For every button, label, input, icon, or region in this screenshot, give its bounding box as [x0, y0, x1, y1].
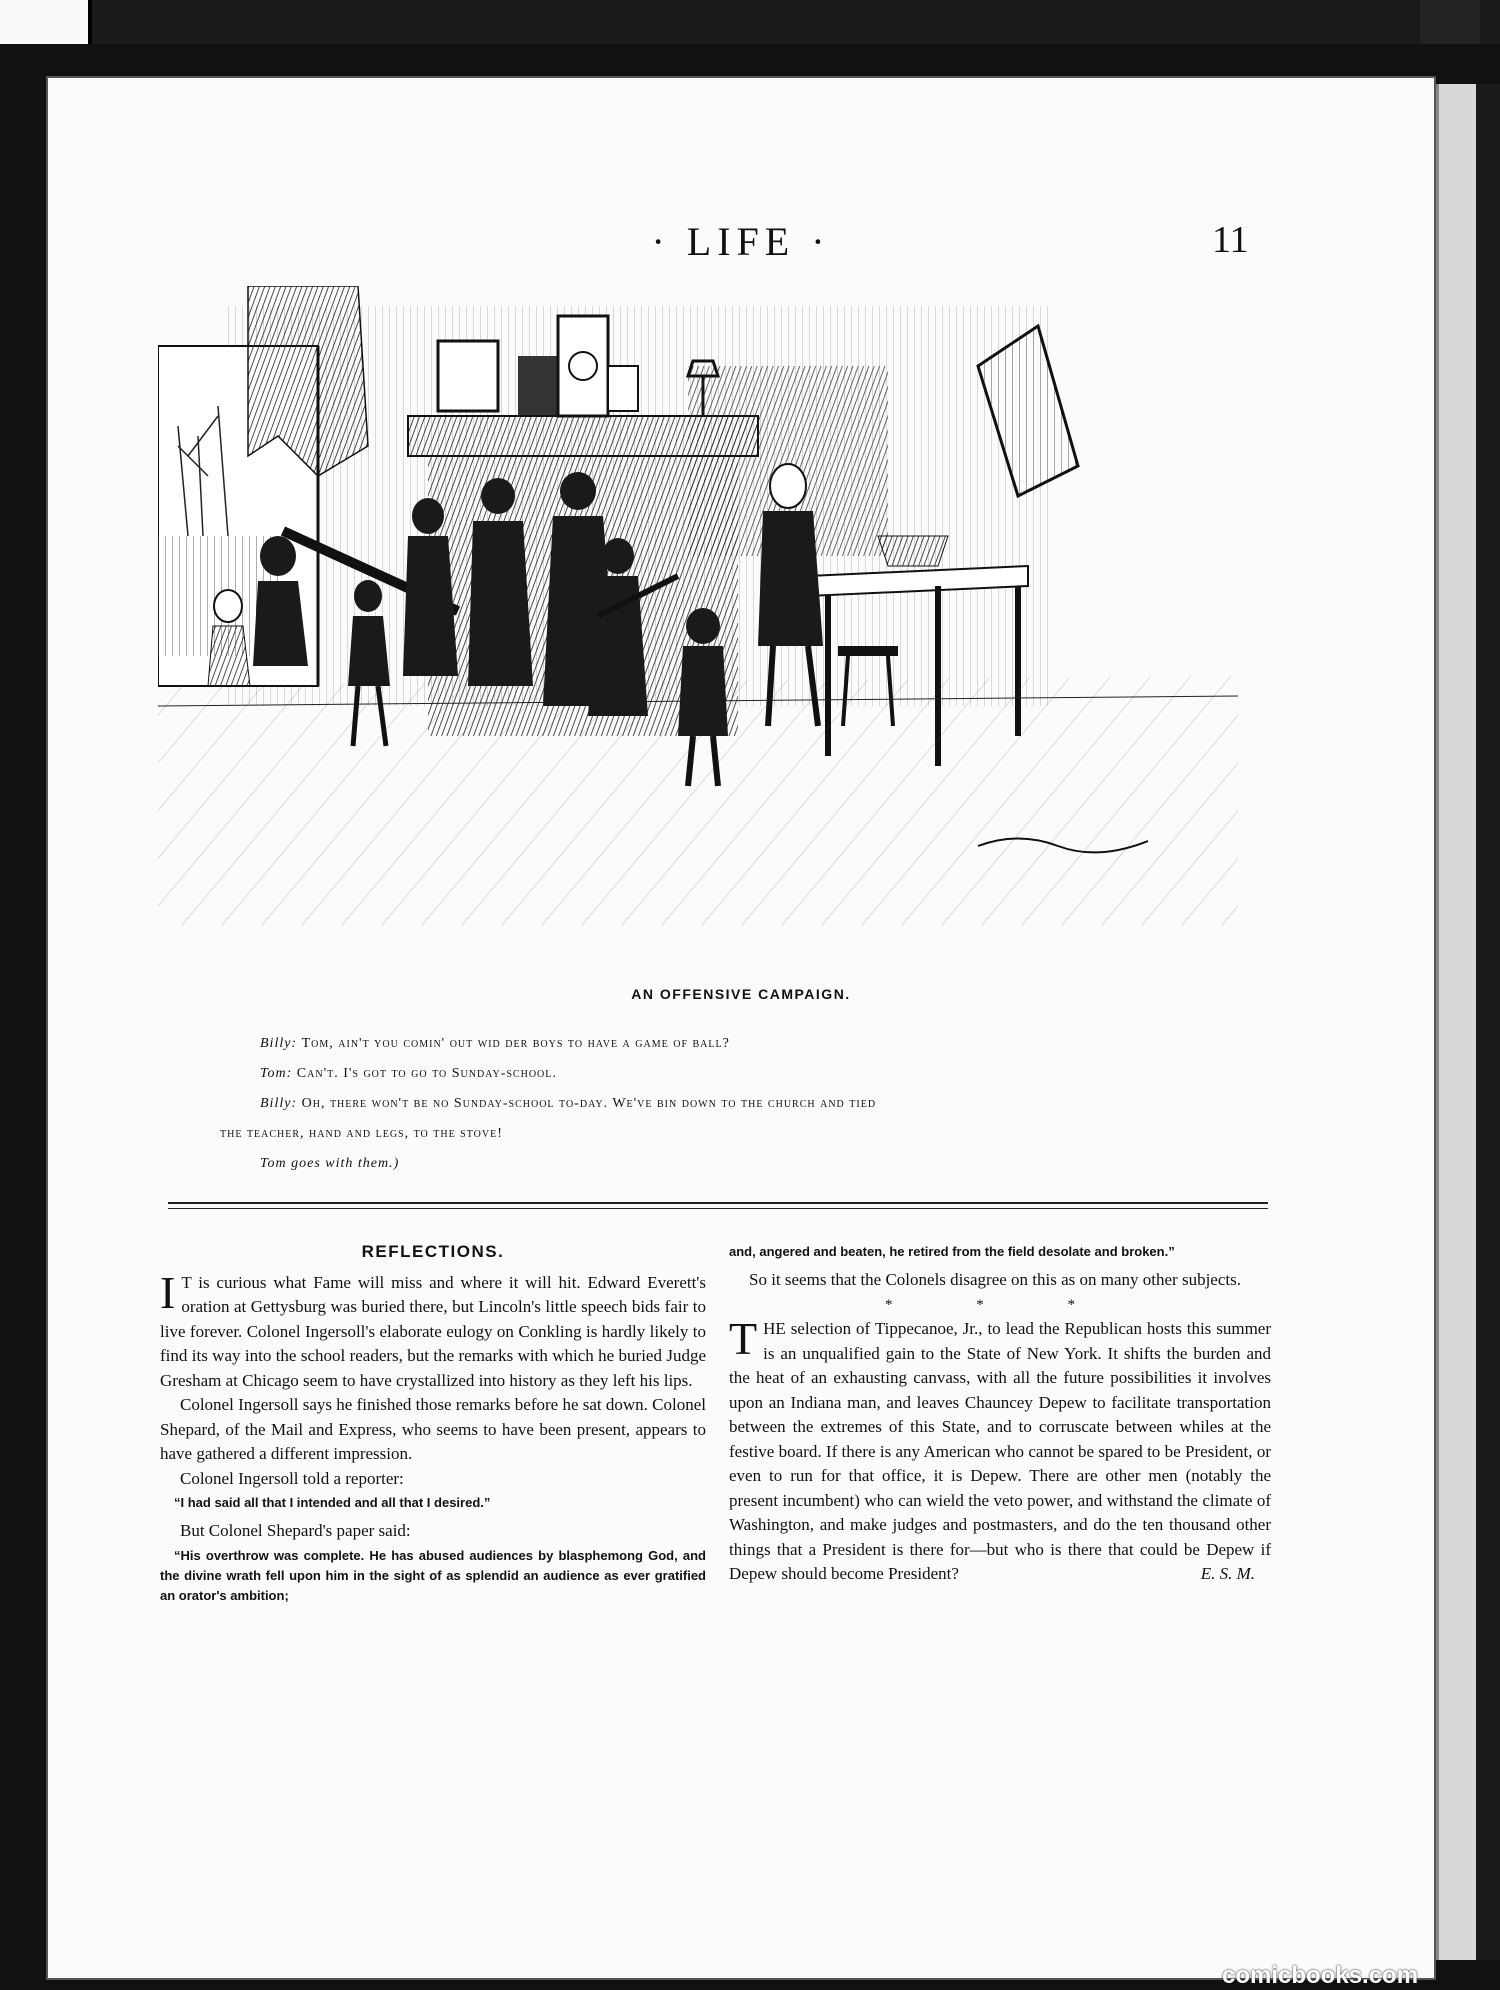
previous-page-edge — [0, 0, 92, 44]
scanner-clip — [1420, 0, 1480, 44]
magazine-masthead: · LIFE · — [651, 219, 831, 264]
site-watermark: comicbooks.com — [1222, 1962, 1419, 1989]
section-divider — [168, 1202, 1268, 1204]
cartoon-title: AN OFFENSIVE CAMPAIGN. — [631, 986, 851, 1002]
dialogue-text: Tom, ain't you comin' out wid der boys to have a game of ball? — [301, 1036, 730, 1051]
paragraph: But Colonel Shepard's paper said: — [180, 1521, 411, 1540]
section-break-stars: * * * — [885, 1296, 1115, 1313]
drop-cap: T — [729, 1313, 758, 1364]
dialogue-line — [260, 1066, 557, 1082]
page-edge-right — [1436, 84, 1479, 1990]
article-column-left — [160, 1240, 706, 1612]
dialogue-text: Can't. I's got to go to Sunday-school. — [296, 1066, 557, 1081]
article-heading: REFLECTIONS. — [361, 1242, 505, 1261]
paragraph: So it seems that the Colonels disagree on this as on many other subjects. — [749, 1270, 1241, 1289]
quotation: “I had said all that I intended and all that I desired.” — [174, 1495, 491, 1510]
paragraph — [160, 1266, 706, 1394]
speaker-label: Tom: — [260, 1066, 293, 1081]
dialogue-text: Oh, there won't be no Sunday-school to-day. We've bin down to the church and tied — [301, 1096, 877, 1111]
article-column-right — [729, 1240, 1271, 1587]
speaker-label: Billy: — [260, 1036, 298, 1051]
stage-direction: Tom goes with them.) — [260, 1156, 400, 1171]
paragraph: Colonel Ingersoll told a reporter: — [180, 1468, 404, 1488]
drop-cap: I — [160, 1266, 176, 1318]
cartoon-illustration — [158, 286, 1238, 926]
section-divider — [168, 1208, 1268, 1209]
author-signature: E. S. M. — [1200, 1564, 1255, 1583]
paragraph-text: HE selection of Tippecanoe, Jr., to lead the Republican hosts this summer is an unqualified gain to the State of New York. It shifts the burden and the heat of an exhausting canvass, with all the future possibilities it involves upon an Indiana man, and leaves Chauncey Depew to facilitate transportation between the extremes of this State, and to corruscate between whiles at the festive board. If there is any American who cannot be spared to be President, or even to run for that office, it is Depew. There are other men (notably the present incumbent) who can wield the veto power, and withstand the climate of Washington, and make judges and postmasters, and do the ten thousand other things that a President is there for—but who is there that could be Depew if Depew should become President? — [729, 1319, 1271, 1583]
dialogue-text: the teacher, hand and legs, to the stove! — [220, 1126, 503, 1141]
paragraph — [729, 1313, 1271, 1587]
dialogue-line — [260, 1036, 730, 1052]
dialogue-line — [220, 1126, 503, 1142]
paragraph: Colonel Ingersoll says he finished those remarks before he sat down. Colonel Shepard, of the Mail and Express, who seems to have been present, appears to have gathered a different impression. — [160, 1395, 706, 1463]
scanner-border-top — [0, 0, 1500, 44]
quotation-continued: and, angered and beaten, he retired from the field desolate and broken.” — [729, 1244, 1175, 1259]
page-number: 11 — [1212, 219, 1249, 261]
speaker-label: Billy: — [260, 1096, 298, 1111]
scanner-border-right — [1476, 84, 1500, 1990]
dialogue-line — [260, 1096, 876, 1112]
dialogue-line — [260, 1156, 399, 1172]
paragraph-text: T is curious what Fame will miss and where it will hit. Edward Everett's oration at Gettysburg was buried there, but Lincoln's little speech bids fair to live forever. Colonel Ingersoll's elaborate eulogy on Conkling is hardly likely to find its way into the school readers, but the remarks with which he buried Judge Gresham at Chicago seem to have crystallized into history as they left his lips. — [160, 1272, 706, 1390]
quotation: “His overthrow was complete. He has abused audiences by blasphemong God, and the divine wrath fell upon him in the sight of as splendid an audience as ever gratified an orator's ambition; — [160, 1547, 706, 1603]
